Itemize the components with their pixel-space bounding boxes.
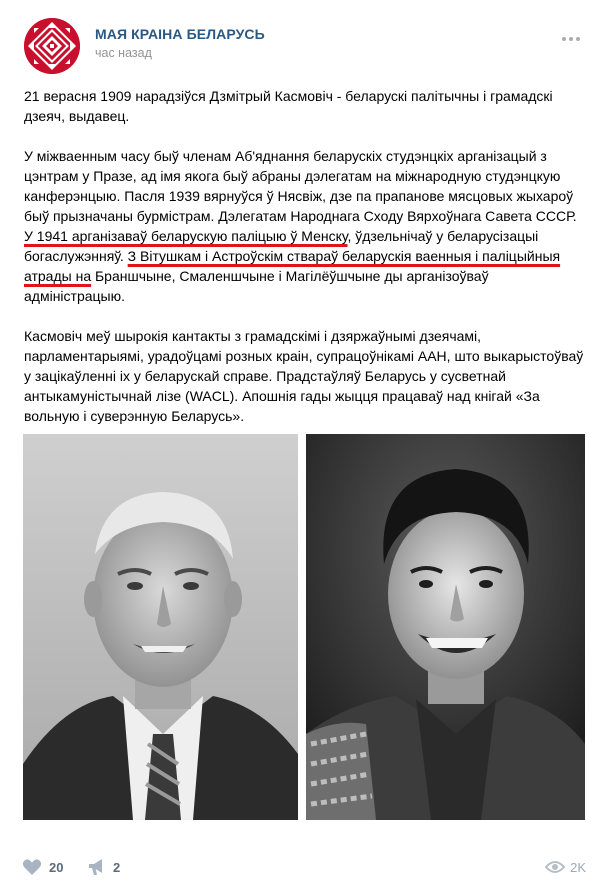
highlighted-text: З Вітушкам і Астроўскім ствараў беларускія ваенныя і паліцыйныя атрады на <box>24 248 561 284</box>
group-avatar[interactable] <box>24 18 80 74</box>
eye-icon <box>545 860 565 874</box>
ornament-logo-icon <box>24 18 80 74</box>
views-count: 2K <box>570 859 586 875</box>
reposts-count: 2 <box>113 859 121 875</box>
paragraph-2-text: Браншчыне, Смаленшчыне і Магілёўшчыне ды арганізоўваў адміністрацыю. <box>24 268 489 304</box>
heart-icon <box>22 858 42 876</box>
post-footer <box>22 856 586 880</box>
paragraph-1: 21 верасня 1909 нарадзіўся Дзмітрый Касмовіч - беларускі палітычны і грамадскі дзеяч, выдавец. <box>24 88 553 124</box>
paragraph-2-text: , ўдзельнічаў у беларусізацыі богаслужэнняў. <box>24 228 539 264</box>
repost-button[interactable] <box>88 856 120 878</box>
photo-younger-man[interactable] <box>306 434 585 820</box>
post-time[interactable]: час назад <box>95 46 152 60</box>
views-counter <box>545 856 586 878</box>
paragraph-2-text: У міжваенным часу быў членам Аб'яднання беларускіх студэнцкіх арганізацый з цэнтрам у Празе, ад імя якога быў абраны дэлегатам на міжнародную студэнцкую канферэнцыю. Пасля 1939 вярнуўся ў Нясвіж, дзе па прапанове мясцовых жыхароў быў прызначаны бурмістрам. Дэлегатам Народнага Сходу Вярхоўнага Савета СССР. <box>24 148 577 224</box>
post-photos <box>23 434 585 820</box>
likes-count: 20 <box>49 859 64 875</box>
post-header <box>24 18 584 74</box>
paragraph-2 <box>24 146 586 306</box>
photo-older-man[interactable] <box>23 434 298 820</box>
highlighted-text: У 1941 арганізаваў беларускую паліцыю ў Менску <box>24 228 348 244</box>
more-icon[interactable] <box>562 28 584 42</box>
paragraph-3: Касмовіч меў шырокія кантакты з грамадскімі і дзяржаўнымі дзеячамі, парламентарыямі, урадоўцамі розных краін, супрацоўнікамі ААН, што выкарыстоўваў у зацікаўленні іх у беларускай справе. Прадстаўляў Беларусь у сусветнай антыкамуністычнай лізе (WACL). Апошнія гады жыцця працаваў над кнігай «За вольную і суверэнную Беларусь». <box>24 328 584 424</box>
post-text <box>24 86 586 446</box>
group-name-link[interactable]: МАЯ КРАІНА БЕЛАРУСЬ <box>95 26 265 42</box>
like-button[interactable] <box>22 856 63 878</box>
megaphone-icon <box>88 858 106 876</box>
